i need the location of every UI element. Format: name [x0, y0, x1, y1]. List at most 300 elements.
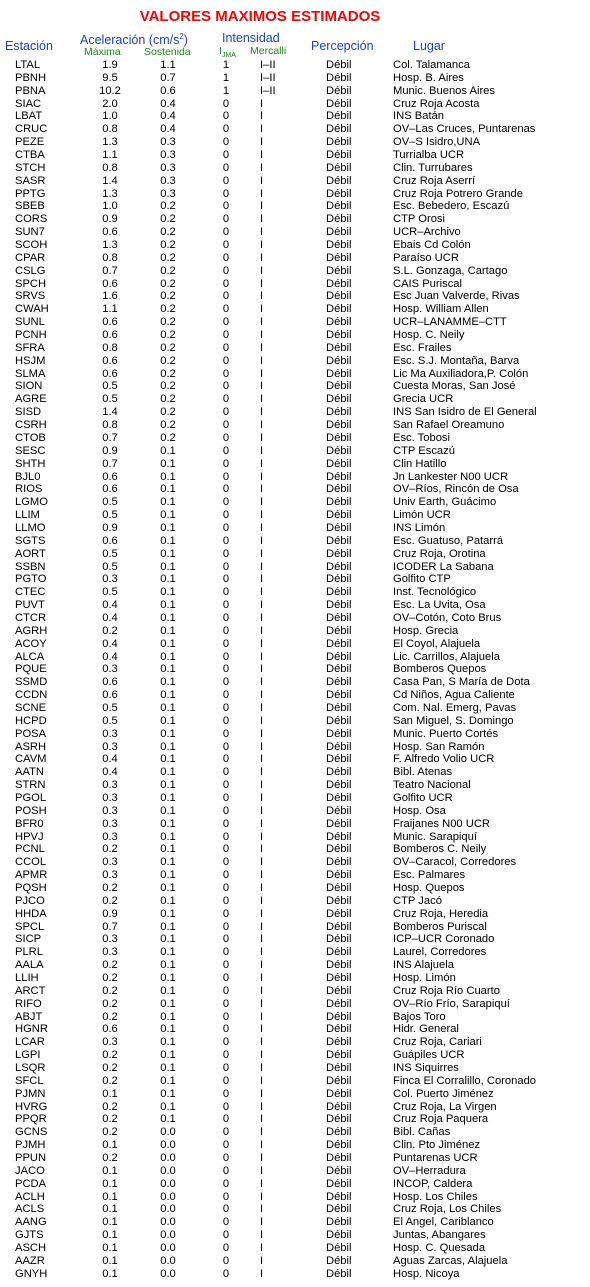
- location: INS Alajuela: [393, 959, 454, 972]
- perception: Débil: [326, 470, 352, 483]
- mercalli-intensity: I: [260, 277, 264, 290]
- subheader-ijma-sub: JMA: [221, 52, 236, 60]
- table-row: [0, 959, 590, 972]
- sustained-acceleration: 0.2: [160, 251, 176, 264]
- location: Laurel, Corredores: [393, 946, 487, 959]
- ijma-intensity: 0: [222, 1062, 230, 1075]
- mercalli-intensity: I: [260, 534, 264, 547]
- perception: Débil: [326, 907, 352, 920]
- mercalli-intensity: I: [260, 1062, 264, 1075]
- table-row: [0, 1023, 590, 1036]
- station-code: SRVS: [15, 290, 46, 303]
- sustained-acceleration: 0.1: [160, 766, 176, 779]
- station-code: ACLS: [15, 1203, 45, 1216]
- table-row: [0, 805, 590, 818]
- subheader-maxima: Máxima: [84, 46, 121, 58]
- station-code: LLIH: [15, 972, 39, 985]
- ijma-intensity: 0: [222, 187, 230, 200]
- mercalli-intensity: I: [260, 1113, 264, 1126]
- station-code: SUN7: [15, 226, 45, 239]
- station-code: PQUE: [15, 663, 47, 676]
- mercalli-intensity: I: [260, 611, 264, 624]
- perception: Débil: [326, 1049, 352, 1062]
- table-row: [0, 625, 590, 638]
- ijma-intensity: 0: [222, 946, 230, 959]
- ijma-intensity: 0: [222, 663, 230, 676]
- sustained-acceleration: 0.2: [160, 226, 176, 239]
- mercalli-intensity: I: [260, 200, 264, 213]
- table-row: [0, 522, 590, 535]
- max-acceleration: 0.1: [102, 1254, 118, 1267]
- station-code: APMR: [15, 869, 48, 882]
- subheader-ijma: [219, 45, 236, 59]
- mercalli-intensity: I: [260, 149, 264, 162]
- ijma-intensity: 0: [222, 149, 230, 162]
- location: Casa Pan, S María de Dota: [393, 676, 530, 689]
- sustained-acceleration: 0.2: [160, 406, 176, 419]
- mercalli-intensity: I: [260, 123, 264, 136]
- mercalli-intensity: I: [260, 226, 264, 239]
- max-acceleration: 0.1: [102, 1190, 118, 1203]
- station-code: LGPI: [15, 1049, 41, 1062]
- table-row: [0, 998, 590, 1011]
- station-code: LLMO: [15, 521, 46, 534]
- table-row: [0, 1216, 590, 1229]
- location: INS Batán: [393, 110, 444, 123]
- perception: Débil: [326, 354, 352, 367]
- max-acceleration: 0.6: [102, 354, 118, 367]
- sustained-acceleration: 0.1: [160, 470, 176, 483]
- max-acceleration: 0.4: [102, 650, 118, 663]
- ijma-intensity: 0: [222, 804, 230, 817]
- sustained-acceleration: 0.2: [160, 200, 176, 213]
- mercalli-intensity: I: [260, 1126, 264, 1139]
- sustained-acceleration: 0.4: [160, 97, 176, 110]
- table-row: [0, 1088, 590, 1101]
- location: Turrialba UCR: [393, 149, 465, 162]
- location: Cd Niños, Agua Caliente: [393, 689, 515, 702]
- mercalli-intensity: I: [260, 560, 264, 573]
- location: Hosp. Los Chiles: [393, 1190, 478, 1203]
- perception: Débil: [326, 1242, 352, 1255]
- ijma-intensity: 0: [222, 1229, 230, 1242]
- station-code: STRN: [15, 779, 46, 792]
- max-acceleration: 1.1: [102, 303, 118, 316]
- max-acceleration: 0.5: [102, 560, 118, 573]
- table-row: [0, 612, 590, 625]
- station-code: RIOS: [15, 483, 43, 496]
- station-code: PEZE: [15, 136, 45, 149]
- mercalli-intensity: I: [260, 406, 264, 419]
- location: Cruz Roja Paquera: [393, 1113, 489, 1126]
- station-code: BJL0: [15, 470, 41, 483]
- perception: Débil: [326, 97, 352, 110]
- sustained-acceleration: 0.3: [160, 174, 176, 187]
- sustained-acceleration: 0.0: [160, 1203, 176, 1216]
- perception: Débil: [326, 920, 352, 933]
- station-code: SCOH: [15, 239, 48, 252]
- sustained-acceleration: 0.2: [160, 264, 176, 277]
- sustained-acceleration: 0.4: [160, 110, 176, 123]
- perception: Débil: [326, 303, 352, 316]
- ijma-intensity: 0: [222, 534, 230, 547]
- mercalli-intensity: I: [260, 650, 264, 663]
- perception: Débil: [326, 1074, 352, 1087]
- table-row: [0, 1139, 590, 1152]
- station-code: CPAR: [15, 251, 46, 264]
- location: OV–Cotón, Coto Brus: [393, 611, 502, 624]
- mercalli-intensity: I: [260, 509, 264, 522]
- ijma-intensity: 0: [222, 110, 230, 123]
- ijma-intensity: 0: [222, 740, 230, 753]
- perception: Débil: [326, 1113, 352, 1126]
- perception: Débil: [326, 393, 352, 406]
- ijma-intensity: 0: [222, 174, 230, 187]
- location: Munic. Sarapiquí: [393, 830, 477, 843]
- perception: Débil: [326, 663, 352, 676]
- location: Hidr. General: [393, 1023, 459, 1036]
- ijma-intensity: 0: [222, 907, 230, 920]
- perception: Débil: [326, 1216, 352, 1229]
- location: Bomberos Quepos: [393, 663, 487, 676]
- table-row: [0, 226, 590, 239]
- sustained-acceleration: 0.2: [160, 380, 176, 393]
- location: Fraijanes N00 UCR: [393, 817, 490, 830]
- ijma-intensity: 0: [222, 239, 230, 252]
- mercalli-intensity: I: [260, 766, 264, 779]
- table-row: [0, 933, 590, 946]
- sustained-acceleration: 0.1: [160, 1049, 176, 1062]
- max-acceleration: 0.1: [102, 1242, 118, 1255]
- sustained-acceleration: 0.1: [160, 509, 176, 522]
- perception: Débil: [326, 997, 352, 1010]
- ijma-intensity: 0: [222, 329, 230, 342]
- sustained-acceleration: 0.1: [160, 753, 176, 766]
- mercalli-intensity: I: [260, 354, 264, 367]
- ijma-intensity: 0: [222, 611, 230, 624]
- sustained-acceleration: 0.3: [160, 136, 176, 149]
- max-acceleration: 0.1: [102, 1177, 118, 1190]
- ijma-intensity: 0: [222, 316, 230, 329]
- perception: Débil: [326, 226, 352, 239]
- ijma-intensity: 0: [222, 933, 230, 946]
- mercalli-intensity: I: [260, 689, 264, 702]
- max-acceleration: 0.2: [102, 624, 118, 637]
- perception: Débil: [326, 136, 352, 149]
- location: Hosp. C. Quesada: [393, 1242, 486, 1255]
- sustained-acceleration: 0.1: [160, 1100, 176, 1113]
- mercalli-intensity: I: [260, 547, 264, 560]
- station-code: PJMN: [15, 1087, 46, 1100]
- table-row: [0, 1101, 590, 1114]
- ijma-intensity: 0: [222, 380, 230, 393]
- station-code: LSQR: [15, 1062, 46, 1075]
- mercalli-intensity: I: [260, 727, 264, 740]
- perception: Débil: [326, 264, 352, 277]
- perception: Débil: [326, 329, 352, 342]
- sustained-acceleration: 0.2: [160, 329, 176, 342]
- ijma-intensity: 0: [222, 894, 230, 907]
- perception: Débil: [326, 830, 352, 843]
- sustained-acceleration: 0.1: [160, 1023, 176, 1036]
- table-row: [0, 162, 590, 175]
- table-row: [0, 869, 590, 882]
- max-acceleration: 0.2: [102, 1126, 118, 1139]
- sustained-acceleration: 0.2: [160, 367, 176, 380]
- ijma-intensity: 0: [222, 650, 230, 663]
- mercalli-intensity: I: [260, 1074, 264, 1087]
- sustained-acceleration: 0.1: [160, 496, 176, 509]
- max-acceleration: 0.3: [102, 946, 118, 959]
- perception: Débil: [326, 804, 352, 817]
- sustained-acceleration: 0.1: [160, 650, 176, 663]
- station-code: CSRH: [15, 419, 47, 432]
- max-acceleration: 0.5: [102, 714, 118, 727]
- max-acceleration: 0.6: [102, 470, 118, 483]
- table-row: [0, 1242, 590, 1255]
- ijma-intensity: 0: [222, 727, 230, 740]
- table-row: [0, 895, 590, 908]
- mercalli-intensity: I: [260, 457, 264, 470]
- station-code: SASR: [15, 174, 46, 187]
- max-acceleration: 0.6: [102, 329, 118, 342]
- location: Hosp. William Allen: [393, 303, 489, 316]
- max-acceleration: 0.2: [102, 972, 118, 985]
- ijma-intensity: 0: [222, 972, 230, 985]
- table-row: [0, 535, 590, 548]
- table-row: [0, 1126, 590, 1139]
- sustained-acceleration: 0.1: [160, 882, 176, 894]
- sustained-acceleration: 0.2: [160, 419, 176, 432]
- sustained-acceleration: 0.1: [160, 611, 176, 624]
- perception: Débil: [326, 779, 352, 792]
- sustained-acceleration: 0.1: [160, 521, 176, 534]
- max-acceleration: 0.3: [102, 573, 118, 586]
- mercalli-intensity: I: [260, 367, 264, 380]
- perception: Débil: [326, 521, 352, 534]
- ijma-intensity: 0: [222, 431, 230, 444]
- max-acceleration: 0.6: [102, 316, 118, 329]
- perception: Débil: [326, 149, 352, 162]
- table-row: [0, 1049, 590, 1062]
- table-row: [0, 586, 590, 599]
- perception: Débil: [326, 457, 352, 470]
- table-row: [0, 316, 590, 329]
- table-row: [0, 1036, 590, 1049]
- mercalli-intensity: I: [260, 753, 264, 766]
- station-code: CSLG: [15, 264, 46, 277]
- station-code: SUNL: [15, 316, 45, 329]
- mercalli-intensity: I: [260, 1049, 264, 1062]
- mercalli-intensity: I: [260, 264, 264, 277]
- perception: Débil: [326, 1126, 352, 1139]
- max-acceleration: 0.3: [102, 779, 118, 792]
- ijma-intensity: 0: [222, 984, 230, 997]
- table-row: [0, 548, 590, 561]
- ijma-intensity: 0: [222, 226, 230, 239]
- location: S.L. Gonzaga, Cartago: [393, 264, 508, 277]
- max-acceleration: 0.5: [102, 701, 118, 714]
- station-code: PPQR: [15, 1113, 47, 1126]
- location: ICP–UCR Coronado: [393, 933, 495, 946]
- sustained-acceleration: 0.0: [160, 1242, 176, 1255]
- sustained-acceleration: 0.1: [160, 830, 176, 843]
- max-acceleration: 0.2: [102, 843, 118, 856]
- sustained-acceleration: 0.1: [160, 689, 176, 702]
- perception: Débil: [326, 599, 352, 612]
- sustained-acceleration: 0.3: [160, 149, 176, 162]
- mercalli-intensity: I: [260, 1216, 264, 1229]
- max-acceleration: 0.4: [102, 766, 118, 779]
- mercalli-intensity: I: [260, 972, 264, 985]
- perception: Débil: [326, 341, 352, 354]
- table-row: [0, 419, 590, 432]
- perception: Débil: [326, 1229, 352, 1242]
- location: Puntarenas UCR: [393, 1152, 478, 1165]
- perception: Débil: [326, 174, 352, 187]
- table-row: [0, 651, 590, 664]
- ijma-intensity: 0: [222, 1190, 230, 1203]
- max-acceleration: 0.1: [102, 1087, 118, 1100]
- table-row: [0, 290, 590, 303]
- location: Cruz Roja, Orotina: [393, 547, 486, 560]
- sustained-acceleration: 0.4: [160, 123, 176, 136]
- perception: Débil: [326, 753, 352, 766]
- sustained-acceleration: 0.3: [160, 161, 176, 174]
- max-acceleration: 0.2: [102, 1152, 118, 1165]
- station-code: LCAR: [15, 1036, 45, 1049]
- max-acceleration: 1.4: [102, 406, 118, 419]
- location: CTP Escazú: [393, 444, 455, 457]
- sustained-acceleration: 0.1: [160, 444, 176, 457]
- max-acceleration: 0.7: [102, 920, 118, 933]
- ijma-intensity: 0: [222, 882, 230, 894]
- ijma-intensity: 0: [222, 637, 230, 650]
- location: CTP Orosi: [393, 213, 446, 226]
- mercalli-intensity: I: [260, 1139, 264, 1152]
- ijma-intensity: 0: [222, 779, 230, 792]
- ijma-intensity: 0: [222, 560, 230, 573]
- ijma-intensity: 0: [222, 1177, 230, 1190]
- sustained-acceleration: 0.1: [160, 663, 176, 676]
- location: ICODER La Sabana: [393, 560, 494, 573]
- sustained-acceleration: 0.1: [160, 676, 176, 689]
- ijma-intensity: 0: [222, 303, 230, 316]
- header-intensidad: Intensidad: [222, 31, 280, 45]
- ijma-intensity: 0: [222, 264, 230, 277]
- table-row: [0, 818, 590, 831]
- max-acceleration: 0.3: [102, 804, 118, 817]
- ijma-intensity: 0: [222, 97, 230, 110]
- sustained-acceleration: 0.1: [160, 817, 176, 830]
- mercalli-intensity: I: [260, 1087, 264, 1100]
- mercalli-intensity: I: [260, 714, 264, 727]
- table-row: [0, 599, 590, 612]
- max-acceleration: 0.2: [102, 1113, 118, 1126]
- sustained-acceleration: 0.1: [160, 804, 176, 817]
- max-acceleration: 0.2: [102, 997, 118, 1010]
- table-row: [0, 458, 590, 471]
- max-acceleration: 2.0: [102, 97, 118, 110]
- mercalli-intensity: I: [260, 1010, 264, 1023]
- perception: Débil: [326, 869, 352, 882]
- mercalli-intensity: I: [260, 1100, 264, 1113]
- sustained-acceleration: 0.1: [160, 740, 176, 753]
- max-acceleration: 1.4: [102, 174, 118, 187]
- perception: Débil: [326, 560, 352, 573]
- perception: Débil: [326, 290, 352, 303]
- ijma-intensity: 0: [222, 1074, 230, 1087]
- location: Hosp. Limón: [393, 972, 456, 985]
- max-acceleration: 0.6: [102, 367, 118, 380]
- max-acceleration: 0.3: [102, 817, 118, 830]
- perception: Débil: [326, 123, 352, 136]
- location: Bibl. Cañas: [393, 1126, 451, 1139]
- perception: Débil: [326, 611, 352, 624]
- ijma-intensity: 0: [222, 483, 230, 496]
- max-acceleration: 1.0: [102, 200, 118, 213]
- ijma-intensity: 0: [222, 470, 230, 483]
- subheader-sostenida: Sostenida: [144, 46, 191, 58]
- perception: Débil: [326, 1023, 352, 1036]
- table-row: [0, 1229, 590, 1242]
- table-row: [0, 573, 590, 586]
- station-code: ABJT: [15, 1010, 43, 1023]
- table-row: [0, 252, 590, 265]
- perception: Débil: [326, 856, 352, 869]
- mercalli-intensity: I: [260, 1036, 264, 1049]
- perception: Débil: [326, 1203, 352, 1216]
- station-code: CWAH: [15, 303, 49, 316]
- location: El Angel, Cariblanco: [393, 1216, 494, 1229]
- location: Cruz Roja, Heredia: [393, 907, 489, 920]
- location: Bomberos C. Neily: [393, 843, 487, 856]
- max-acceleration: 0.1: [102, 1267, 118, 1280]
- location: Col. Puerto Jiménez: [393, 1087, 494, 1100]
- perception: Débil: [326, 727, 352, 740]
- max-acceleration: 0.8: [102, 419, 118, 432]
- location: Cruz Roja Potrero Grande: [393, 187, 523, 200]
- mercalli-intensity: I–II: [260, 71, 276, 84]
- sustained-acceleration: 0.1: [160, 791, 176, 804]
- ijma-intensity: 0: [222, 586, 230, 599]
- max-acceleration: 0.9: [102, 907, 118, 920]
- station-code: HHDA: [15, 907, 47, 920]
- max-acceleration: 0.1: [102, 1139, 118, 1152]
- perception: Débil: [326, 1010, 352, 1023]
- station-code: SBEB: [15, 200, 45, 213]
- max-acceleration: 0.5: [102, 393, 118, 406]
- sustained-acceleration: 0.2: [160, 277, 176, 290]
- max-acceleration: 0.6: [102, 1023, 118, 1036]
- perception: Débil: [326, 239, 352, 252]
- station-code: AANG: [15, 1216, 47, 1229]
- max-acceleration: 0.3: [102, 791, 118, 804]
- mercalli-intensity: I: [260, 740, 264, 753]
- ijma-intensity: 0: [222, 817, 230, 830]
- location: Finca El Corralillo, Coronado: [393, 1074, 537, 1087]
- sustained-acceleration: 0.3: [160, 187, 176, 200]
- ijma-intensity: 0: [222, 406, 230, 419]
- max-acceleration: 0.6: [102, 676, 118, 689]
- mercalli-intensity: I: [260, 882, 264, 894]
- perception: Débil: [326, 367, 352, 380]
- location: Cruz Roja Río Cuarto: [393, 984, 500, 997]
- table-row: [0, 908, 590, 921]
- station-code: PLRL: [15, 946, 43, 959]
- table-row: [0, 766, 590, 779]
- mercalli-intensity: I: [260, 1242, 264, 1255]
